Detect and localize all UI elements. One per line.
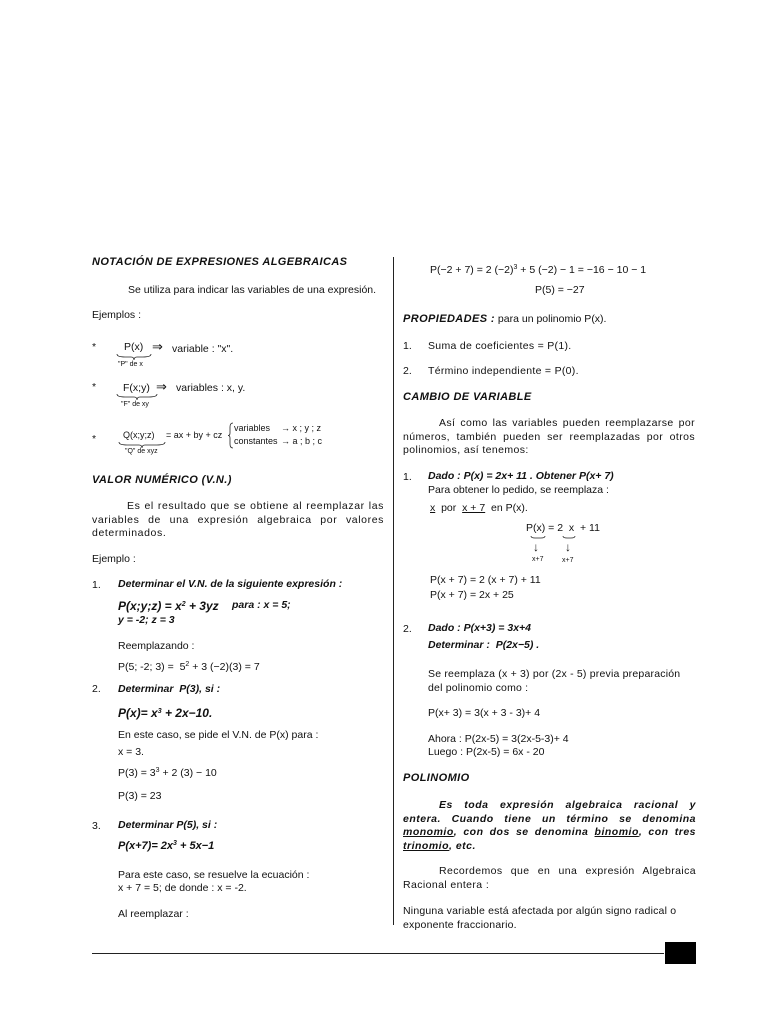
result-line: P(x + 7) = 2x + 25	[430, 589, 514, 601]
body-text: En este caso, se pide el V.N. de P(x) para :	[118, 729, 319, 741]
calculation-line: P(x+ 3) = 3(x + 3 - 3)+ 4	[428, 707, 541, 719]
calculation-line: P(3) = 23	[118, 790, 162, 802]
item-number: 2.	[403, 623, 412, 635]
polynomial-line: P(x) = 2 x + 11	[526, 522, 600, 534]
body-text: Para este caso, se resuelve la ecuación :	[118, 869, 310, 881]
section-title-polinomio: POLINOMIO	[403, 772, 470, 784]
example-equation: = ax + by + cz	[166, 430, 223, 440]
item-number: 2.	[403, 365, 412, 377]
page-number-box	[665, 942, 696, 964]
problem-title: Determinar : P(2x−5) .	[428, 639, 540, 651]
recordemos-paragraph: Recordemos que en una expresión Algebraica Racional entera :	[403, 865, 696, 891]
problem-title: Determinar P(5), si :	[118, 819, 218, 831]
constantes-value: → a ; b ; c	[281, 436, 323, 446]
example-desc: variable : "x".	[172, 343, 234, 355]
property-text: Suma de coeficientes = P(1).	[428, 340, 572, 352]
property-text: Término independiente = P(0).	[428, 365, 579, 377]
item-number: 1.	[403, 340, 412, 352]
bullet: *	[92, 341, 97, 353]
variables-label: variables	[234, 423, 271, 433]
ejemplo-label: Ejemplo :	[92, 553, 136, 565]
problem-title: Determinar el V.N. de la siguiente expresión :	[118, 578, 343, 590]
calculation-line: P(−2 + 7) = 2 $(-2)^3 + 5$ (−2) − 1 = −16 − 10 − 1	[430, 264, 647, 276]
item-number: 3.	[92, 820, 101, 832]
body-text: x + 7 = 5; de donde : x = -2.	[118, 882, 247, 894]
calculation-line: $P(3) = 3^3 + 2$ (3) − 10	[118, 767, 217, 779]
constantes-label: constantes	[234, 436, 278, 446]
bullet: *	[92, 381, 97, 393]
problem-expression: $P(x)= x^3 + 2x-10$.	[118, 706, 213, 720]
body-text: Se reemplaza (x + 3) por (2x - 5) previa preparación del polinomio como :	[428, 668, 681, 694]
footer-rule	[92, 953, 664, 954]
calculation-line: Ahora : P(2x-5) = 3(2x-5-3)+ 4	[428, 733, 569, 745]
substitution-label: x+7	[532, 556, 544, 563]
substitution-label: x+7	[562, 557, 574, 564]
ninguna-paragraph: Ninguna variable está afectada por algún signo radical o exponente fraccionario.	[403, 905, 677, 931]
section-title-notacion: NOTACIÓN DE EXPRESIONES ALGEBRAICAS	[92, 256, 348, 268]
implies-arrow: ⇒	[152, 339, 163, 354]
down-arrow-icon: ↓	[533, 540, 539, 554]
propiedades-heading: PROPIEDADES : para un polinomio P(x).	[403, 313, 607, 325]
result-line: P(x + 7) = 2 (x + 7) + 11	[430, 574, 541, 586]
problem-condition: para : x = 5;	[232, 599, 291, 611]
problem-expression: $P(x+7)= 2x^3 + 5x-1$	[118, 840, 215, 852]
ejemplos-label: Ejemplos :	[92, 309, 142, 321]
problem-title: Dado : P(x) = 2x+ 11 . Obtener P(x+ 7)	[428, 470, 614, 482]
section-title-cambio-variable: CAMBIO DE VARIABLE	[403, 391, 532, 403]
implies-arrow: ⇒	[156, 379, 167, 394]
problem-expression: P(x;y;z) = $x^2 + 3yz$	[118, 599, 219, 613]
item-number: 1.	[403, 471, 412, 483]
example-desc: variables : x, y.	[176, 382, 246, 394]
calculation-line: P(5; -2; $3) = 5^2 + 3$ (−2)(3) = 7	[118, 661, 260, 673]
example-expr-qxyz: Q(x;y;z)	[123, 430, 155, 440]
item-number: 1.	[92, 579, 101, 591]
polinomio-paragraph: Es toda expresión algebraica racional y entera. Cuando tiene un término se denomina monomio, con dos se denomina binomio, con tres trinomio, etc.	[403, 799, 697, 852]
item-number: 2.	[92, 683, 101, 695]
bullet: *	[92, 433, 97, 445]
example-expr-px: P(x)	[124, 341, 144, 353]
example-expr-fxy: F(x;y)	[123, 382, 150, 394]
body-text: Al reemplazar :	[118, 908, 189, 920]
underbrace-icon	[116, 394, 158, 400]
variables-value: → x ; y ; z	[281, 423, 322, 433]
cambio-paragraph: Así como las variables pueden reemplazarse por números, también pueden ser reemplazadas por otros polinomios, así tenemos:	[403, 417, 695, 456]
column-divider	[393, 257, 394, 925]
brace-label: "F" de xy	[121, 401, 149, 408]
problem-title: Determinar P(3), si :	[118, 683, 221, 695]
brace-label: "Q" de xyz	[125, 448, 158, 455]
problem-condition: y = -2; z = 3	[118, 614, 175, 626]
calculation-line: Luego : P(2x-5) = 6x - 20	[428, 746, 545, 758]
body-text: Para obtener lo pedido, se reemplaza :	[428, 484, 609, 496]
problem-title: Dado : P(x+3) = 3x+4	[428, 622, 532, 634]
down-arrow-icon: ↓	[565, 540, 571, 554]
intro-text: Se utiliza para indicar las variables de una expresión.	[128, 284, 377, 296]
section-title-valor-numerico: VALOR NUMÉRICO (V.N.)	[92, 474, 232, 486]
calculation-line: P(5) = −27	[535, 284, 585, 296]
underbrace-icon	[116, 354, 152, 360]
replacement-line: x por x + 7 en P(x).	[430, 502, 528, 514]
reemplazando-label: Reemplazando :	[118, 640, 195, 652]
brace-label: "P" de x	[118, 361, 143, 368]
body-text: x = 3.	[118, 746, 144, 758]
vn-paragraph: Es el resultado que se obtiene al reemplazar las variables de una expresión algebraica por valores determinados.	[92, 500, 384, 539]
